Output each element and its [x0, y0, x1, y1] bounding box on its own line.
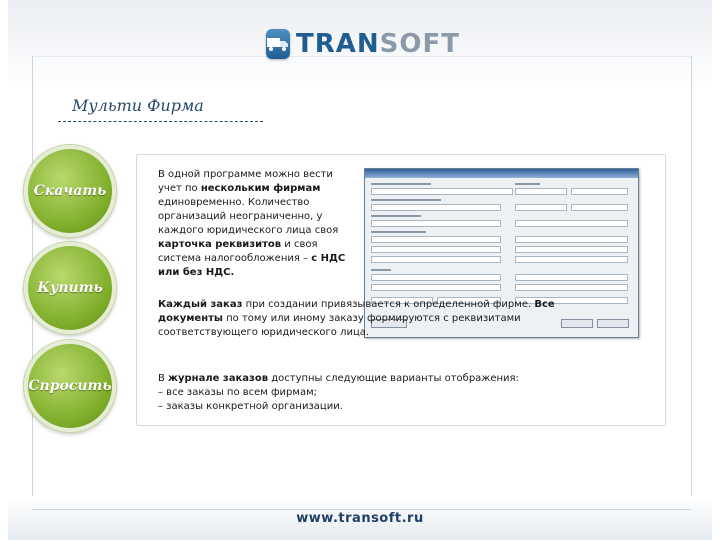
p3-text-1: В: [158, 373, 169, 384]
p1-text-3: и своя система налогообложения –: [158, 239, 318, 264]
ss-field: [371, 236, 501, 243]
ss-label: [371, 269, 391, 271]
p2-text-1: при создании привязывается к определенной фирме.: [242, 299, 535, 310]
ss-field: [371, 284, 501, 291]
ss-field: [571, 204, 628, 211]
page-title: Мульти Фирма: [72, 96, 204, 115]
p1-text-2: единовременно. Количество организаций неограниченно, у каждого юридического лица своя: [158, 197, 339, 236]
p1-text-1: В одной программе можно вести учет по: [158, 169, 333, 194]
buy-button[interactable]: [24, 242, 116, 334]
ss-field: [515, 236, 628, 243]
truck-icon: [266, 29, 290, 59]
download-button[interactable]: [24, 145, 116, 237]
screenshot-titlebar: [365, 169, 638, 178]
p3-bold-1: журнале заказов: [168, 373, 269, 384]
ss-label: [371, 231, 426, 233]
footer-url-link[interactable]: www.transoft.ru: [296, 511, 424, 526]
ss-field: [371, 188, 513, 195]
p2-bold-1: Каждый заказ: [158, 299, 243, 310]
title-divider: [58, 121, 263, 122]
ss-field: [515, 246, 628, 253]
paragraph-companies: [158, 168, 358, 280]
ss-field: [515, 274, 628, 281]
p3-list-item-1: – все заказы по всем фирмам;: [158, 387, 317, 398]
download-label: Скачать: [33, 183, 107, 199]
ss-field: [371, 274, 501, 281]
ss-field: [371, 220, 501, 227]
p2-bold-2: Все документы: [158, 299, 555, 324]
ss-label: [371, 199, 441, 201]
logo-text: [296, 29, 460, 59]
p1-bold-3: с НДС или без НДС.: [158, 253, 346, 278]
ss-button: [597, 319, 629, 328]
ss-label: [371, 183, 431, 185]
ss-label: [371, 215, 421, 217]
logo-text-part1: TRAN: [296, 29, 380, 59]
p1-bold-1: нескольким фирмам: [200, 183, 321, 194]
transoft-logo[interactable]: [266, 24, 460, 64]
ask-label: Спросить: [28, 378, 112, 394]
paragraph-journal: [158, 372, 578, 414]
p1-bold-2: карточка реквизитов: [158, 239, 282, 250]
footer-divider: [32, 509, 691, 510]
p3-text-2: доступны следующие варианты отображения:: [268, 373, 519, 384]
ss-field: [515, 188, 567, 195]
ss-field: [371, 204, 501, 211]
buy-label: Купить: [37, 280, 103, 296]
ss-field: [571, 188, 628, 195]
ss-field: [515, 256, 628, 263]
ss-field: [515, 284, 628, 291]
p2-text-2: по тому или иному заказу формируются с реквизитами соответствующего юридического лица.: [158, 313, 521, 338]
ask-button[interactable]: [24, 340, 116, 432]
ss-field: [515, 204, 567, 211]
ss-field: [371, 256, 501, 263]
ss-field: [515, 220, 628, 227]
logo-text-part2: SOFT: [379, 29, 460, 59]
p3-list-item-2: – заказы конкретной организации.: [158, 401, 343, 412]
ss-field: [371, 246, 501, 253]
paragraph-orders: [158, 298, 568, 340]
ss-label: [515, 183, 540, 185]
